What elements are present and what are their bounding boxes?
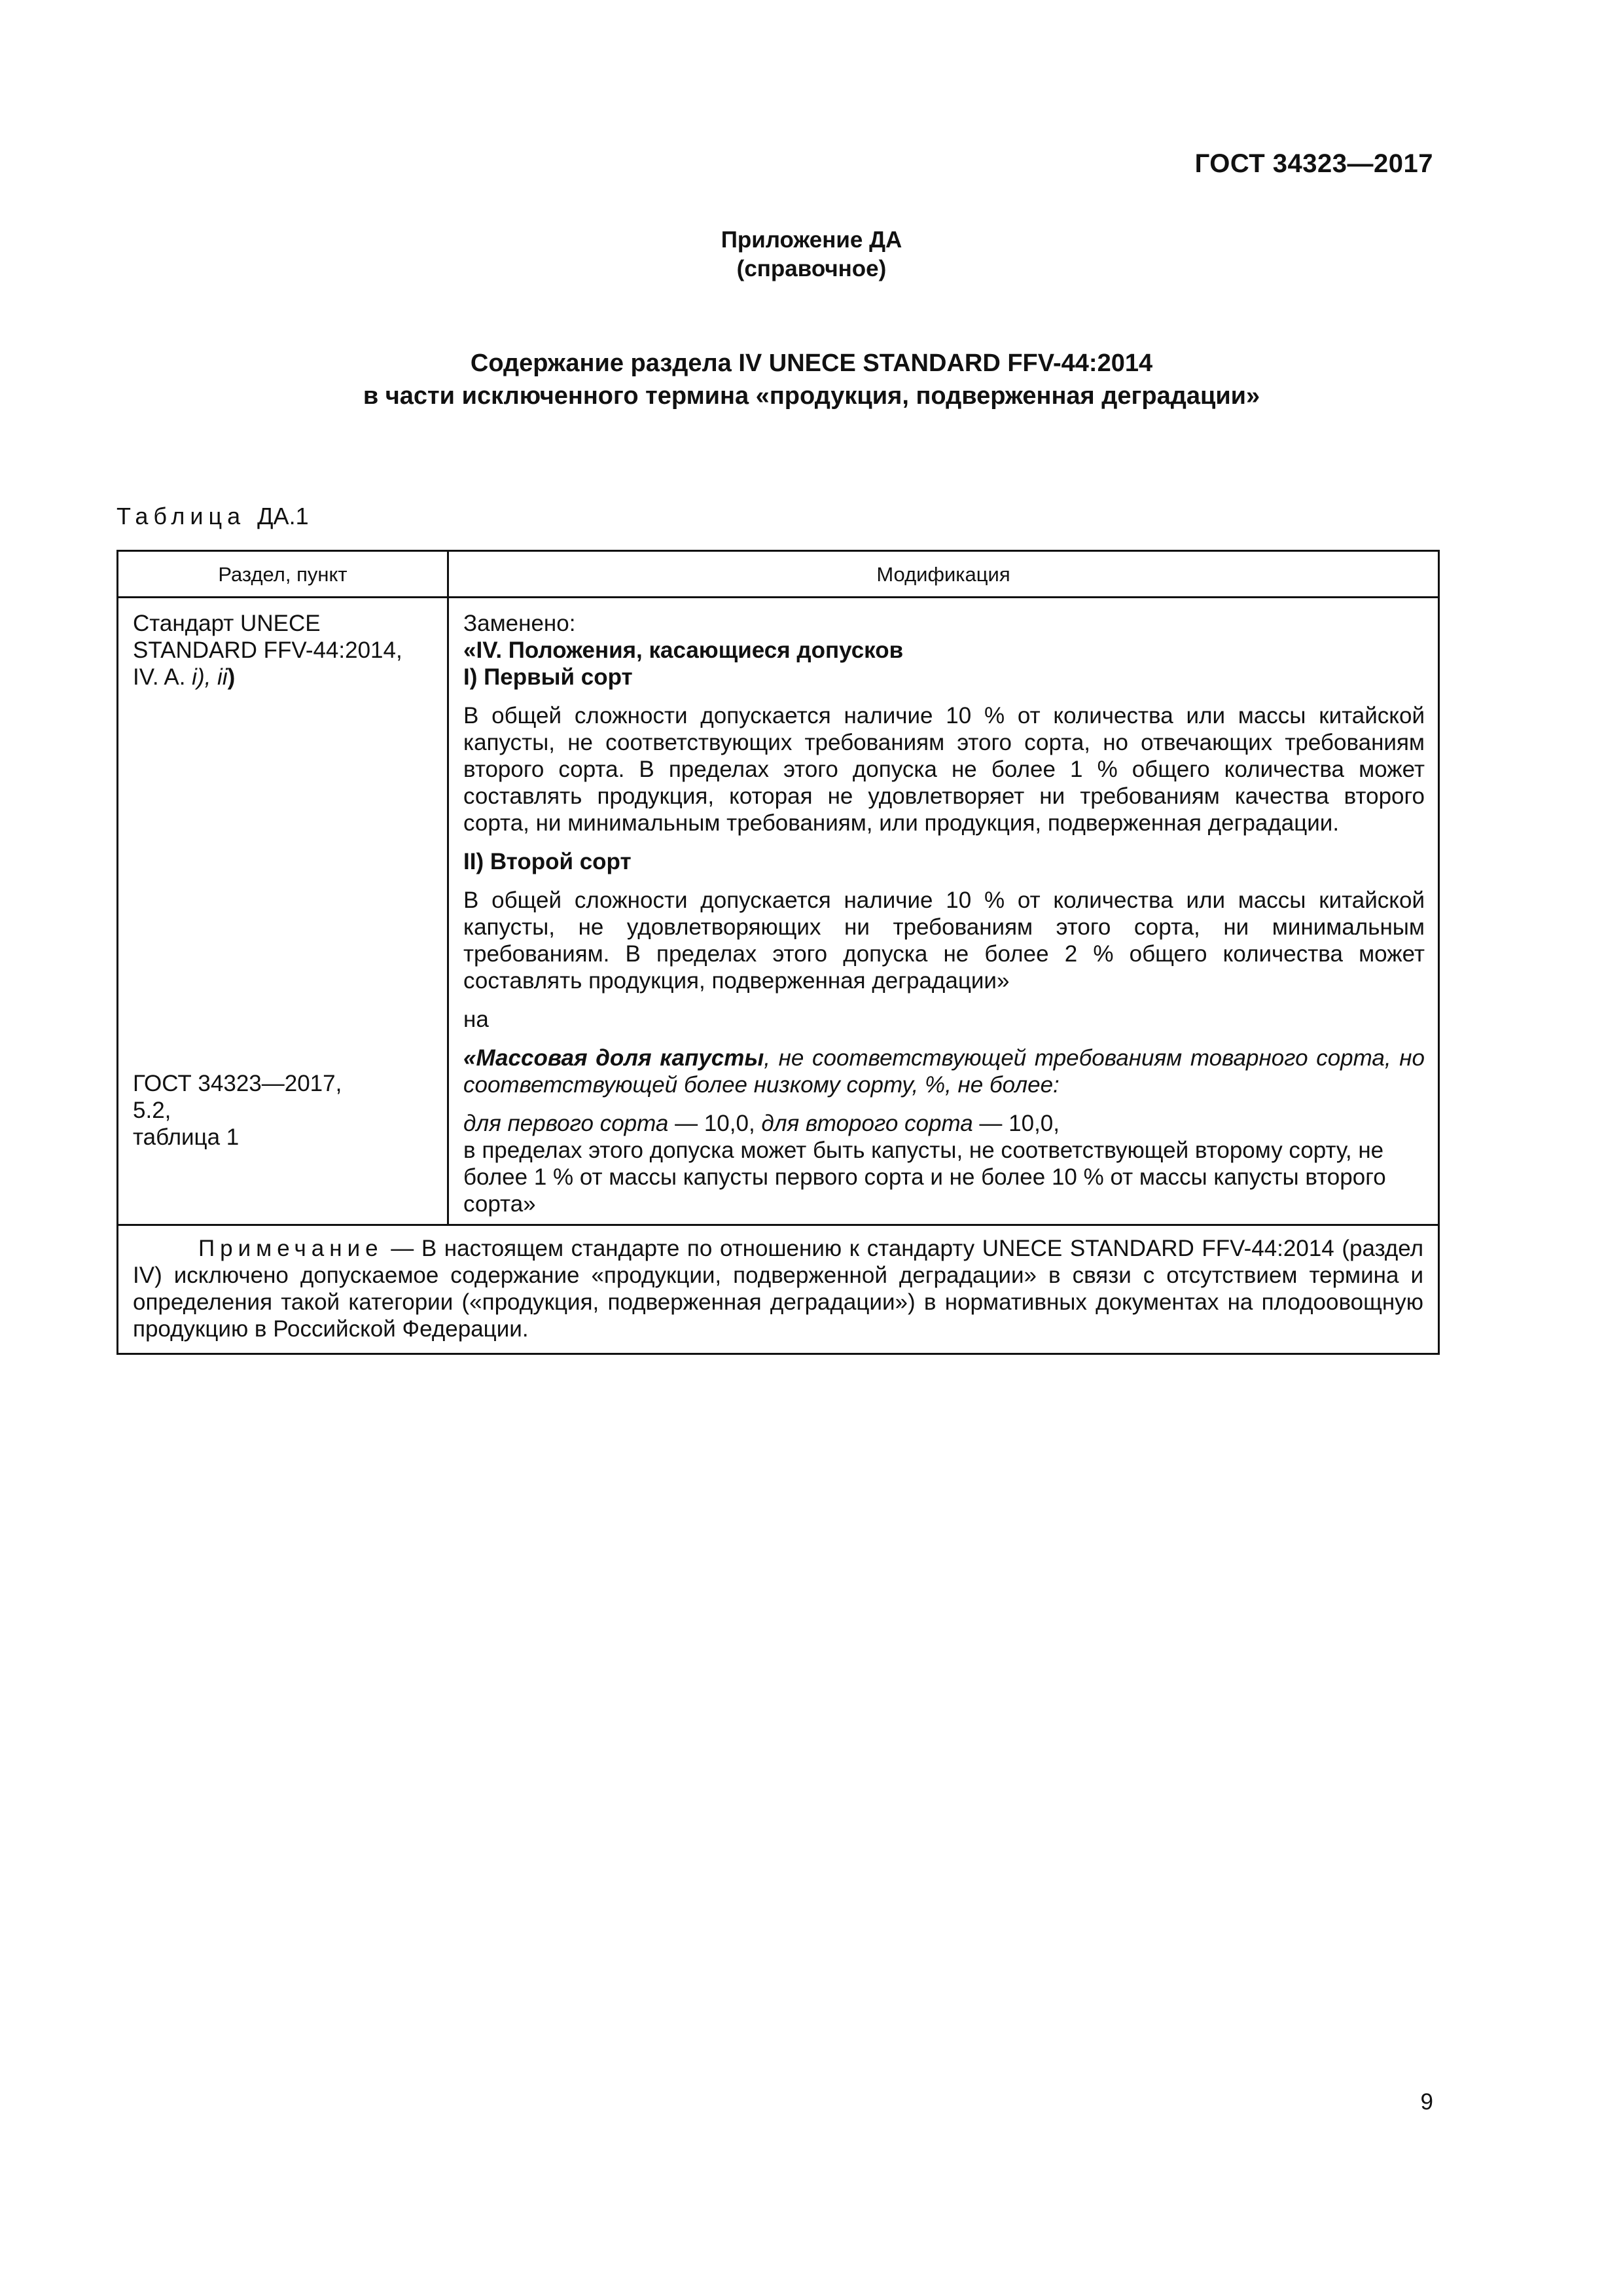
on-label: на	[463, 1007, 489, 1032]
page-number: 9	[1420, 2089, 1433, 2115]
target-line: 5.2,	[133, 1098, 171, 1123]
grade1-value: — 10,0,	[668, 1111, 762, 1136]
grade2-heading: II) Второй сорт	[463, 849, 632, 874]
appendix-title: Приложение ДА	[721, 227, 902, 253]
source-reference	[133, 610, 433, 691]
target-reference	[133, 1070, 433, 1151]
grade2-text: В общей сложности допускается наличие 10 % от количества или массы китайской капусты, не удовлетворяющих ни требованиям этого сорта, ни минимальным требованиям. В пределах этого допуска не более 2 % общего количества может составлять продукция, подверженная деградации»	[463, 888, 1425, 994]
table-caption-number: ДА.1	[257, 503, 309, 529]
note-text: — В настоящем стандарте по отношению к стандарту UNECE STANDARD FFV-44:2014 (раздел IV) исключено допускаемое содержание «продукции, подверженной деградации» в связи с отсутствием термина и определения такой категории («продукция, подверженная деградации») в нормативных документах на плодоовощную продукцию в Российской Федерации.	[133, 1236, 1423, 1342]
note-cell	[118, 1225, 1439, 1354]
table-header-row	[118, 551, 1439, 598]
source-items-end: )	[227, 664, 236, 690]
modification-table	[116, 550, 1440, 1355]
section-heading: «IV. Положения, касающиеся допусков	[463, 637, 904, 663]
section-title	[0, 347, 1623, 412]
section-title-line1: Содержание раздела IV UNECE STANDARD FFV-44:2014	[470, 350, 1153, 377]
source-line: STANDARD FFV-44:2014,	[133, 637, 402, 663]
section-cell	[118, 598, 448, 1225]
note-label: Примечание	[198, 1236, 383, 1261]
modification-cell	[448, 598, 1439, 1225]
grade1-text: В общей сложности допускается наличие 10 % от количества или массы китайской капусты, не соответствующих требованиям этого сорта, но отвечающих требованиям второго сорта. В пределах этого допуска не более 1 % общего количества может составлять продукция, которая не удовлетворяет ни требованиям качества второго сорта, ни минимальным требованиям, или продукция, подверженная деградации.	[463, 703, 1425, 836]
document-code: ГОСТ 34323—2017	[1194, 149, 1433, 178]
table-caption	[116, 503, 309, 530]
section-title-line2: в части исключенного термина «продукция, подверженная деградации»	[363, 382, 1260, 410]
header-section: Раздел, пункт	[118, 551, 448, 598]
appendix-subtitle: (справочное)	[736, 256, 887, 281]
source-line: Стандарт UNECE	[133, 611, 321, 636]
replaced-label: Заменено:	[463, 611, 576, 636]
header-modification: Модификация	[448, 551, 1439, 598]
grade1-label: для первого сорта	[463, 1111, 669, 1136]
new-requirement	[463, 1045, 1425, 1098]
grade-values-tail: в пределах этого допуска может быть капусты, не соответствующей второму сорту, не более 1 % от массы капусты первого сорта и не более 10 % от массы капусты второго сорта»	[463, 1138, 1386, 1217]
new-requirement-bold: «Массовая доля капусты	[463, 1045, 764, 1071]
grade2-label: для второго сорта	[761, 1111, 973, 1136]
table-caption-label: Таблица	[116, 503, 246, 529]
target-line: таблица 1	[133, 1124, 240, 1150]
grade1-heading: I) Первый сорт	[463, 664, 633, 690]
new-requirement-italic: , не соответствующей требованиям товарного сорта, но соответствующей более низкому сорту, %, не более:	[463, 1045, 1425, 1098]
table-note-row	[118, 1225, 1439, 1354]
target-line: ГОСТ 34323—2017,	[133, 1071, 342, 1096]
table-row	[118, 598, 1439, 1225]
source-line	[133, 664, 433, 691]
source-items: i), ii	[192, 664, 228, 690]
grade2-value: — 10,0,	[972, 1111, 1060, 1136]
grade-values	[463, 1110, 1425, 1137]
source-prefix: IV. A.	[133, 664, 192, 690]
appendix-heading	[0, 226, 1623, 283]
